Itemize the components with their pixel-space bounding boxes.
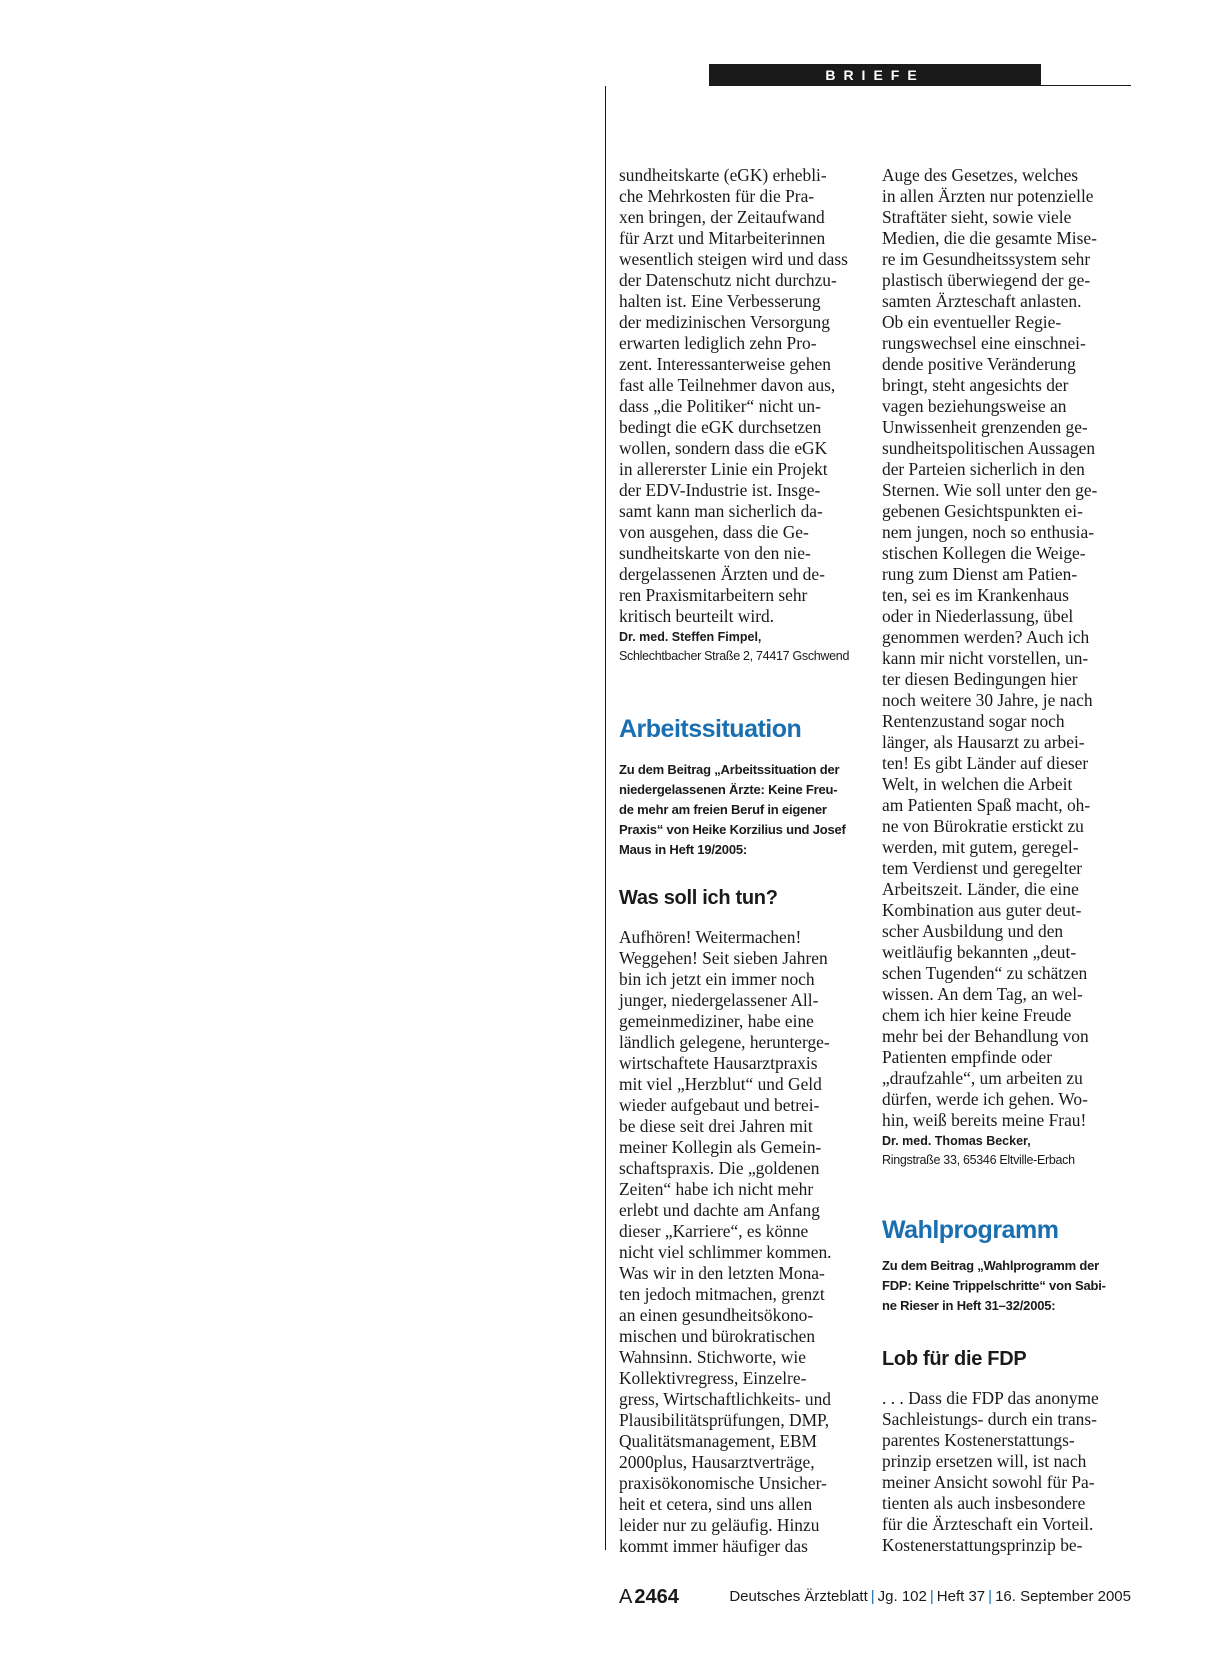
article-reference: Zu dem Beitrag „Wahlprogramm der FDP: Keine Trippelschritte“ von Sabi- ne Rieser in Heft 31–32/2005: bbox=[882, 1258, 1106, 1313]
letter-body-steffen-fimpel: sundheitskarte (eGK) erhebli- che Mehrkosten für die Pra- xen bringen, der Zeitaufwand für Arzt und Mitarbeiterinnen wesentlich steigen wird und dass der Datenschutz nicht durchzu- halten ist. Eine Verbesserung der medizinischen Versorgung erwarten lediglich zehn Pro- zent. Interessanterweise gehen fast alle Teilnehmer davon aus, dass „die Politiker“ nicht un- bedingt die eGK durchsetzen wollen, sondern dass die eGK in allererster Linie ein Projekt der EDV-Industrie ist. Insge- samt kann man sicherlich da- von ausgehen, dass die Ge- sundheitskarte von den nie- dergelassenen Ärzten und de- ren Praxismitarbeitern sehr kritisch beurteilt wird. bbox=[619, 165, 848, 626]
column-divider bbox=[605, 86, 606, 1550]
section-heading-arbeitssituation: Arbeitssituation bbox=[619, 715, 802, 743]
section-title: BRIEFE bbox=[825, 67, 925, 83]
page-prefix: A bbox=[619, 1586, 633, 1608]
author-name: Dr. med. Thomas Becker, bbox=[882, 1134, 1031, 1148]
column-right bbox=[882, 165, 1134, 1556]
footer-separator: | bbox=[988, 1588, 993, 1605]
letter-body-thomas-becker-continued: Auge des Gesetzes, welches in allen Ärzten nur potenzielle Straftäter sieht, sowie viele Medien, die die gesamte Mise- re im Gesundheitssystem sehr plastisch überwiegend der ge- samten Ärzteschaft anlasten. Ob ein eventueller Regie- rungswechsel eine einschnei- dende positive Veränderung bringt, steht angesichts der vagen beziehungsweise an Unwissenheit grenzenden ge- sundheitspolitischen Aussagen der Parteien sicherlich in den Sternen. Wie soll unter den ge- gebenen Gesichtspunkten ei- nem jungen, noch so enthusia- stischen Kollegen die Weige- rung zum Dienst am Patien- ten, sei es im Krankenhaus oder in Niederlassung, übel genommen werden? Auch ich kann mir nicht vorstellen, un- ter diesen Bedingungen hier noch weitere 30 Jahre, je nach Rentenzustand sogar noch länger, als Hausarzt zu arbei- ten! Es gibt Länder auf dieser Welt, in welchen die Arbeit am Patienten Spaß macht, oh- ne von Bürokratie erstickt zu werden, mit gutem, geregel- tem Verdienst und geregelter Arbeitszeit. Länder, die eine Kombination aus guter deut- scher Ausbildung und den weitläufig bekannten „deut- schen Tugenden“ zu schätzen wissen. An dem Tag, an wel- chem ich hier keine Freude mehr bei der Behandlung von Patienten empfinde oder „draufzahle“, um arbeiten zu dürfen, werde ich gehen. Wo- hin, weiß bereits meine Frau! bbox=[882, 165, 1098, 1130]
article-reference: Zu dem Beitrag „Arbeitssituation der niedergelassenen Ärzte: Keine Freu- de mehr am freien Beruf in eigener Praxis“ von Heike Korzilius und Josef Maus in Heft 19/2005: bbox=[619, 762, 846, 857]
journal-issue: Heft 37 bbox=[936, 1588, 986, 1605]
section-header-bar bbox=[709, 64, 1041, 86]
author-address: Schlechtbacher Straße 2, 74417 Gschwend bbox=[619, 649, 850, 663]
journal-name: Deutsches Ärzteblatt bbox=[729, 1588, 868, 1605]
journal-date: 16. September 2005 bbox=[995, 1588, 1131, 1605]
author-name: Dr. med. Steffen Fimpel, bbox=[619, 630, 762, 644]
author-address: Ringstraße 33, 65346 Eltville-Erbach bbox=[882, 1153, 1075, 1167]
footer-separator: | bbox=[929, 1588, 934, 1605]
letter-subheading: Was soll ich tun? bbox=[619, 887, 778, 909]
page-footer bbox=[619, 1584, 1131, 1610]
column-left bbox=[619, 165, 871, 1557]
letter-body-fdp: . . . Dass die FDP das anonyme Sachleistungs- durch ein trans- parentes Kostenerstattungs- prinzip ersetzen will, ist nach meiner Ansicht sowohl für Pa- tienten als auch insbesondere für die Ärzteschaft ein Vorteil. Kostenerstattungsprinzip be- bbox=[882, 1388, 1099, 1555]
journal-volume: Jg. 102 bbox=[877, 1588, 927, 1605]
section-heading-wahlprogramm: Wahlprogramm bbox=[882, 1216, 1059, 1244]
page-number: 2464 bbox=[634, 1586, 679, 1608]
footer-separator: | bbox=[870, 1588, 875, 1605]
letter-subheading: Lob für die FDP bbox=[882, 1348, 1027, 1370]
letter-body-thomas-becker: Aufhören! Weitermachen! Weggehen! Seit sieben Jahren bin ich jetzt ein immer noch junger, niedergelassener All- gemeinmediziner, habe eine ländlich gelegene, herunterge- wirtschaftete Hausarztpraxis mit viel „Herzblut“ und Geld wieder aufgebaut und betrei- be diese seit drei Jahren mit meiner Kollegin als Gemein- schaftspraxis. Die „goldenen Zeiten“ habe ich nicht mehr erlebt und dachte am Anfang dieser „Karriere“, es könne nicht viel schlimmer kommen. Was wir in den letzten Mona- ten jedoch mitmachen, grenzt an einen gesundheitsökono- mischen und bürokratischen Wahnsinn. Stichworte, wie Kollektivregress, Einzelre- gress, Wirtschaftlichkeits- und Plausibilitätsprüfungen, DMP, Qualitätsmanagement, EBM 2000plus, Hausarztverträge, praxisökonomische Unsicher- heit et cetera, sind uns allen leider nur zu geläufig. Hinzu kommt immer häufiger das bbox=[619, 927, 832, 1556]
header-rule bbox=[1041, 85, 1131, 86]
journal-info bbox=[729, 1584, 1131, 1610]
